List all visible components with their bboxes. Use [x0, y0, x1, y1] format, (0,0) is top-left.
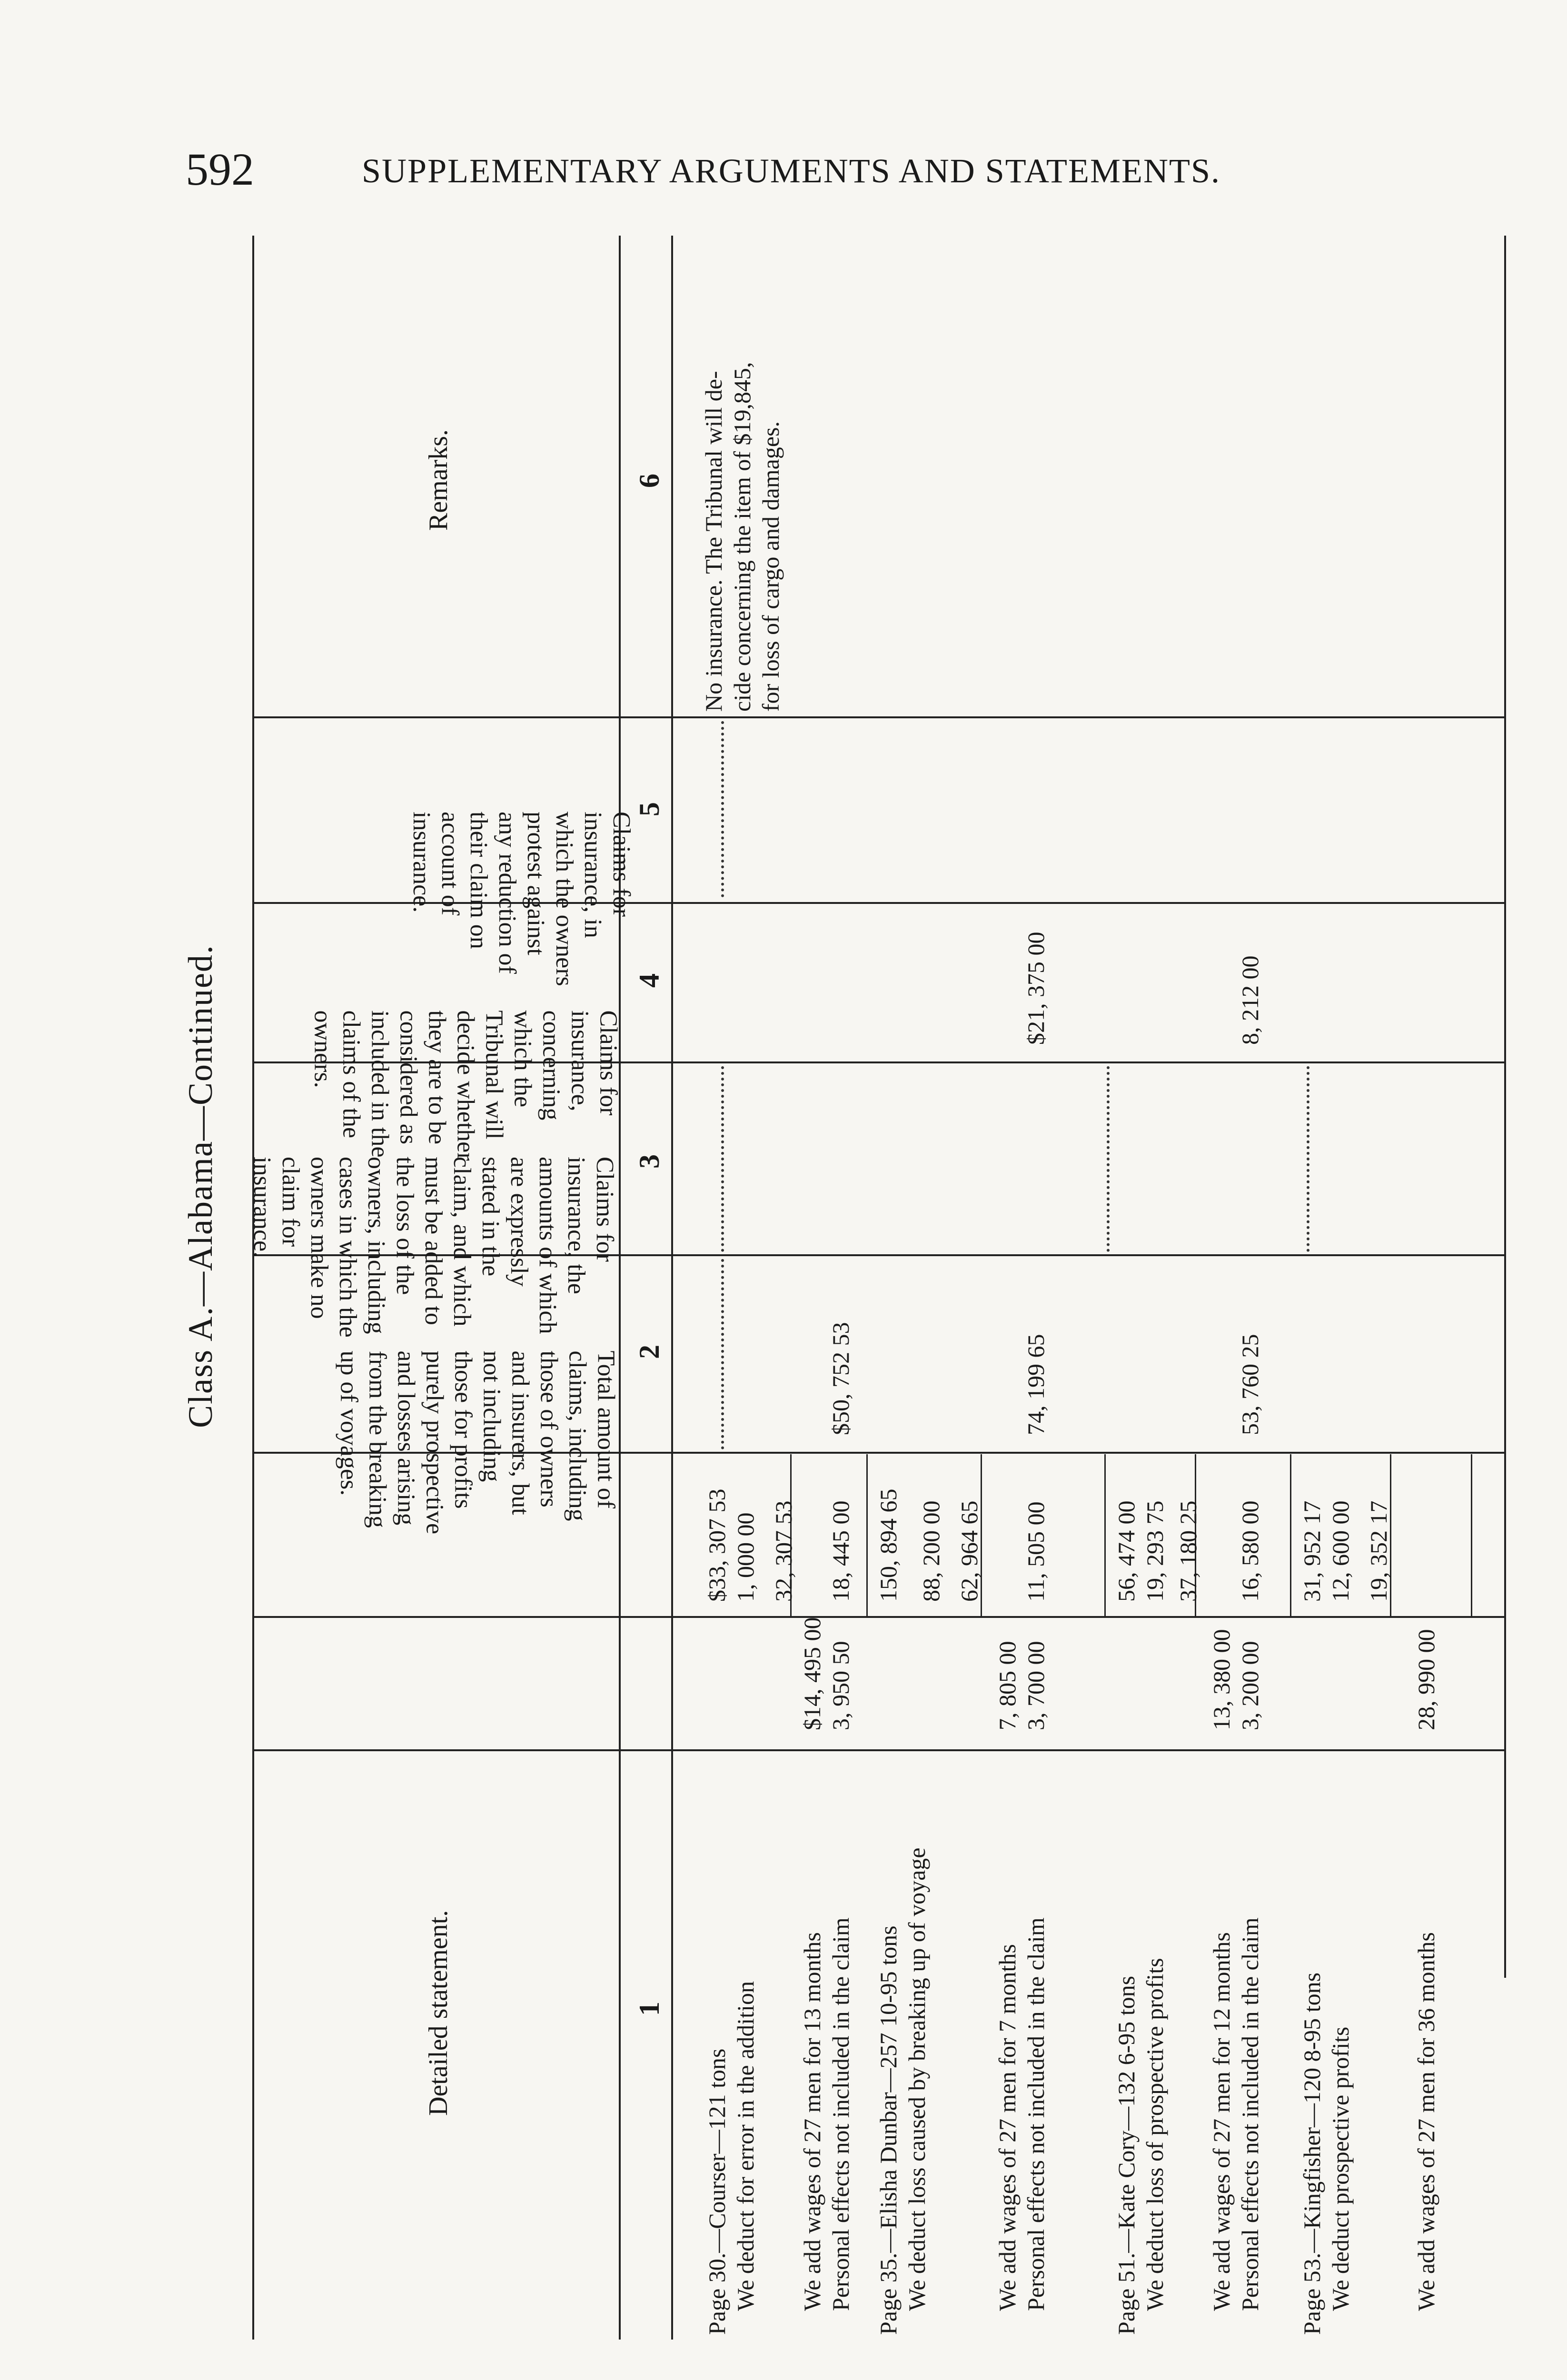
- row-8-desc: We add wages of 27 men for 7 months: [994, 1944, 1021, 2311]
- claims-table: [248, 236, 1509, 2344]
- col1-title: Detailed statement.: [424, 1910, 453, 2116]
- row-11-desc: We deduct loss of prospective profits: [1141, 1958, 1168, 2311]
- row-6-desc: We deduct loss caused by breaking up of voyage: [903, 1847, 930, 2311]
- row-2-amount: 32, 307 53: [770, 1500, 797, 1602]
- row-17-amount: 19, 352 17: [1365, 1500, 1392, 1602]
- dotted-col5: [721, 721, 724, 897]
- page-number: 592: [186, 144, 254, 195]
- row-4-inner: 3, 950 50: [827, 1641, 854, 1730]
- row-16-amount: 12, 600 00: [1327, 1500, 1354, 1602]
- row-9-desc: Personal effects not included in the claim: [1022, 1917, 1049, 2311]
- col4-number: 4: [634, 973, 665, 988]
- row-16-desc: We deduct prospective profits: [1327, 2026, 1354, 2311]
- dotted-col2-top: [721, 1259, 724, 1449]
- col6-title: Remarks.: [424, 429, 453, 531]
- col1-number: 1: [634, 2002, 665, 2016]
- row-4-desc: Personal effects not included in the claim: [827, 1917, 854, 2311]
- row-4-total: $50, 752 53: [827, 1322, 854, 1435]
- col5-header-text: Claims for insurance, in which the owners protest against any reduction of their claim on account of insurance.: [408, 812, 635, 986]
- row-7-amount: 62, 964 65: [956, 1500, 982, 1602]
- row-0-amount: $33, 307 53: [704, 1488, 730, 1602]
- class-title: Class A.—Alabama—Continued.: [181, 944, 219, 1428]
- row-4-amount: 18, 445 00: [827, 1500, 854, 1602]
- rule-amount-inner: [252, 1616, 1504, 1618]
- col2-header-text: Total amount of claims, including those of owners and insurers, but not including those for profits purely prospective and losses arising from the breaking up of voyages.: [335, 1350, 620, 1535]
- row-sep-2: [866, 1454, 868, 1616]
- remark-line-3: for loss of cargo and damages.: [757, 421, 784, 712]
- colnum-separator: [671, 236, 673, 2340]
- row-9-ins4: $21, 375 00: [1022, 932, 1049, 1045]
- row-3-inner: $14, 495 00: [799, 1617, 825, 1730]
- remark-line-1: No insurance. The Tribunal will de-: [700, 371, 727, 712]
- row-6-amount: 88, 200 00: [918, 1500, 944, 1602]
- row-11-amount: 19, 293 75: [1141, 1500, 1168, 1602]
- dotted-col3-low: [1307, 1066, 1309, 1252]
- row-5-amount: 150, 894 65: [875, 1488, 902, 1602]
- row-18-desc: We add wages of 27 men for 36 months: [1413, 1932, 1439, 2311]
- row-1-amount: 1, 000 00: [732, 1512, 759, 1602]
- row-sep-8: [1471, 1454, 1472, 1616]
- col5-number: 5: [634, 802, 665, 816]
- row-18-inner: 28, 990 00: [1413, 1629, 1439, 1730]
- dotted-col3-mid: [1107, 1066, 1110, 1252]
- row-5-desc: Page 35.—Elisha Dunbar—257 10-95 tons: [875, 1925, 902, 2335]
- row-10-amount: 56, 474 00: [1113, 1500, 1140, 1602]
- row-14-ins4: 8, 212 00: [1237, 955, 1263, 1045]
- row-9-amount: 11, 505 00: [1022, 1501, 1049, 1602]
- row-15-desc: Page 53.—Kingfisher—120 8-95 tons: [1299, 1972, 1325, 2335]
- row-sep-6: [1290, 1454, 1291, 1616]
- col6-number: 6: [634, 474, 665, 488]
- running-head: SUPPLEMENTARY ARGUMENTS AND STATEMENTS.: [362, 152, 1220, 190]
- dotted-col3-top: [721, 1066, 724, 1252]
- remark-line-2: cide concerning the item of $19,845,: [729, 362, 755, 712]
- row-14-total: 53, 760 25: [1237, 1334, 1263, 1435]
- row-9-inner: 3, 700 00: [1022, 1641, 1049, 1730]
- table-right-rule: [1504, 236, 1506, 1978]
- row-0-desc: Page 30.—Courser—121 tons: [704, 2048, 730, 2335]
- row-12-amount: 37, 180 25: [1175, 1500, 1201, 1602]
- col3-number: 3: [634, 1154, 665, 1169]
- row-3-desc: We add wages of 27 men for 13 months: [799, 1932, 825, 2311]
- col3-header-text: Claims for insurance, the amounts of which are expressly stated in the claim, and which must be added to the loss of the owners, including cases in which the owners make no claim for insurance.: [248, 1157, 618, 1338]
- row-13-inner: 13, 380 00: [1208, 1629, 1235, 1730]
- row-10-desc: Page 51.—Kate Cory—132 6-95 tons: [1113, 1975, 1140, 2335]
- row-1-desc: We deduct for error in the addition: [732, 1981, 759, 2311]
- col2-number: 2: [634, 1345, 665, 1359]
- header-body-separator: [619, 236, 621, 2340]
- rule-remarks-col5: [252, 716, 1504, 718]
- row-sep-4: [1104, 1454, 1106, 1616]
- row-13-desc: We add wages of 27 men for 12 months: [1208, 1932, 1235, 2311]
- col4-header-text: Claims for insurance, concerning which the Tribunal will decide whether they are to be considered as included in the claims of the owners.: [309, 1010, 622, 1161]
- row-14-desc: Personal effects not included in the claim: [1237, 1917, 1263, 2311]
- row-14-inner: 3, 200 00: [1237, 1641, 1263, 1730]
- row-9-total: 74, 199 65: [1022, 1334, 1049, 1435]
- row-15-amount: 31, 952 17: [1299, 1500, 1325, 1602]
- row-14-amount: 16, 580 00: [1237, 1500, 1263, 1602]
- row-8-inner: 7, 805 00: [994, 1641, 1021, 1730]
- rule-inner-desc: [252, 1749, 1504, 1751]
